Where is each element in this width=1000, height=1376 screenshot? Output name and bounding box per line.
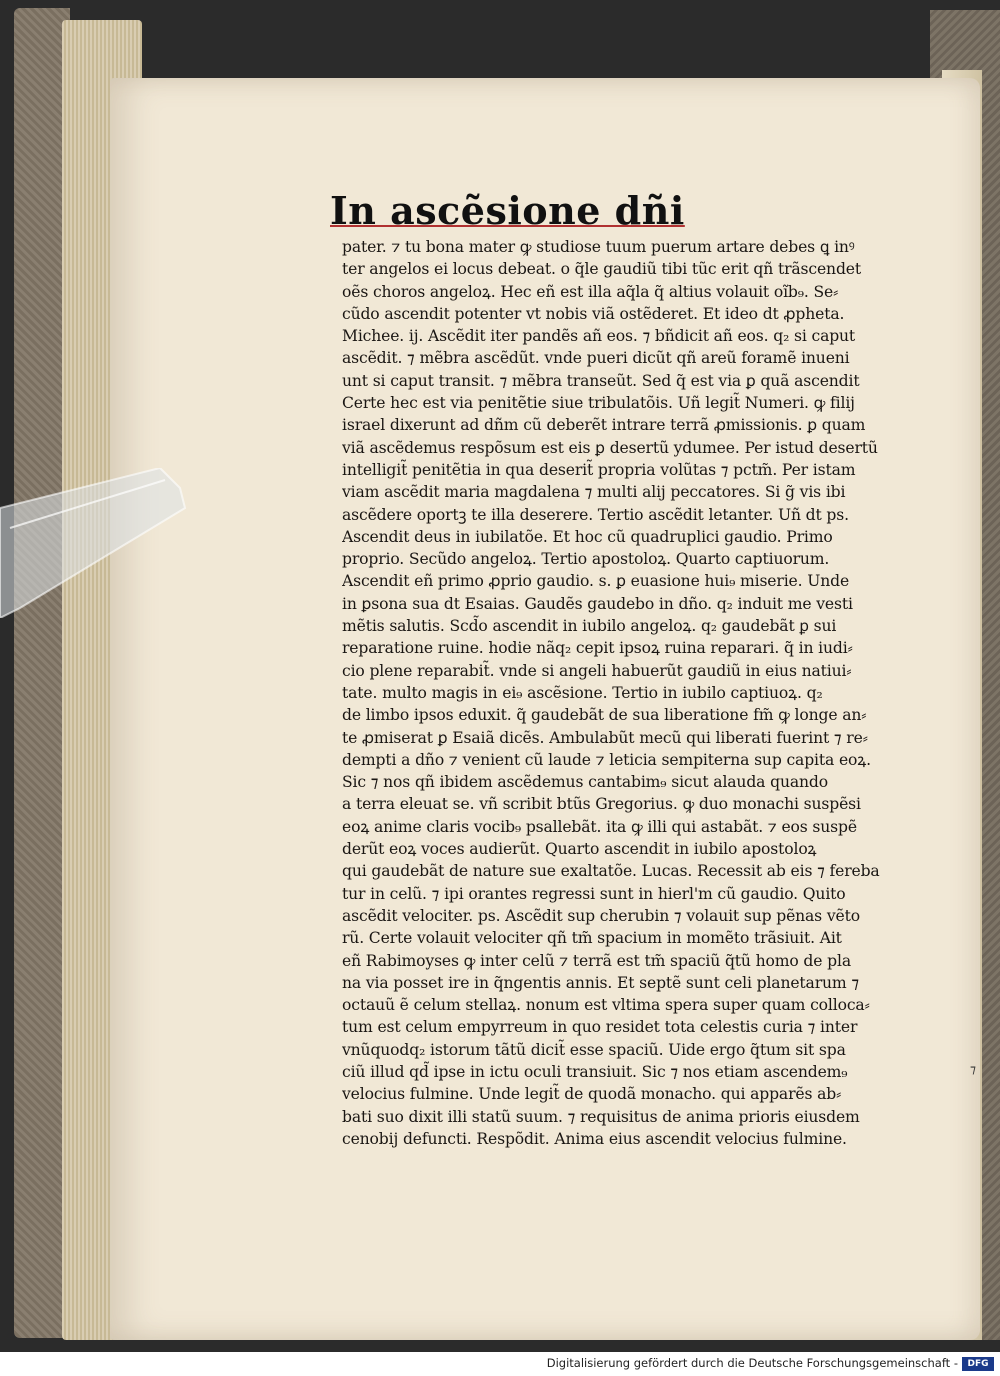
text-line	[342, 1083, 882, 1105]
text-line	[342, 771, 882, 793]
text-line	[342, 258, 882, 280]
text-line	[342, 414, 882, 436]
text-line	[342, 660, 882, 682]
text-line-content: viã ascẽdemus respõsum est eis ꝑ desertũ ydumee. Per istud desertũ	[342, 438, 878, 457]
text-line-content: qui gaudebãt de nature sue exaltatõe. Lucas. Recessit ab eis ⁊ fereba	[342, 862, 880, 881]
text-line-content: eoꝝ anime claris vocib₉ psallebãt. ita ꝙ illi qui astabãt. ⁊ eos suspẽ	[342, 817, 857, 836]
text-line-content: octauũ ẽ celum stellaꝝ. nonum est vltima spera super quam colloca⸗	[342, 996, 870, 1015]
text-line-content: a terra eleuat se. vñ scribit btũs Gregorius. ꝙ duo monachi suspẽsi	[342, 795, 861, 814]
text-line-content: rũ. Certe volauit velociter qñ tm̃ spacium in momẽto trãsiuit. Ait	[342, 929, 842, 948]
text-line-content: de limbo ipsos eduxit. q̃ gaudebãt de sua liberatione fm̃ ꝙ longe an⸗	[342, 706, 867, 725]
text-line-content: oẽs choros angeloꝝ. Hec eñ est illa aq̃la q̃ altius volauit oĩb₉. Se⸗	[342, 282, 839, 301]
text-line-content: mẽtis salutis. Scd̃o ascendit in iubilo angeloꝝ. q₂ gaudebãt ꝑ sui	[342, 617, 837, 636]
text-line	[342, 682, 882, 704]
text-line	[342, 838, 882, 860]
digitization-credit: Digitalisierung gefördert durch die Deutsche Forschungsgemeinschaft -	[546, 1356, 958, 1370]
text-line	[342, 325, 882, 347]
text-line	[342, 570, 882, 592]
text-line-content: intelligit̃ penitẽtia in qua deserit̃ propria volũtas ⁊ pctm̃. Per istam	[342, 460, 856, 479]
text-line-content: velocius fulmine. Unde legit̃ de quodã monacho. qui apparẽs ab⸗	[342, 1085, 842, 1104]
text-line	[342, 994, 882, 1016]
text-line	[342, 950, 882, 972]
text-body	[342, 236, 882, 1146]
text-line	[342, 236, 882, 258]
text-line-content: Ascendit eñ primo ꝓprio gaudio. s. ꝑ euasione hui₉ miserie. Unde	[342, 572, 850, 591]
text-line	[342, 883, 882, 905]
text-line-content: cenobij defuncti. Respõdit. Anima eius ascendit velocius fulmine.	[342, 1129, 847, 1148]
text-line-content: unt si caput transit. ⁊ mẽbra transeũt. Sed q̃ est via ꝑ quã ascendit	[342, 371, 860, 390]
text-line-content: in ꝑsona sua dt Esaias. Gaudẽs gaudebo in dño. q₂ induit me vesti	[342, 594, 853, 613]
text-line	[342, 1016, 882, 1038]
text-line	[342, 481, 882, 503]
text-line	[342, 615, 882, 637]
text-line-content: israel dixerunt ad dñm cũ deberẽt intrare terrã ꝓmissionis. ꝑ quam	[342, 416, 866, 435]
text-line	[342, 370, 882, 392]
text-line-content: derũt eoꝝ voces audierũt. Quarto ascendit in iubilo apostoloꝝ	[342, 840, 817, 859]
margin-mark: ⁊	[970, 1062, 976, 1076]
text-line-content: proprio. Secũdo angeloꝝ. Tertio apostoloꝝ. Quarto captiuorum.	[342, 550, 830, 569]
text-line-content: eñ Rabimoyses ꝙ inter celũ ⁊ terrã est tm̃ spaciũ q̃tũ homo de pla	[342, 951, 851, 970]
text-line	[342, 727, 882, 749]
text-line	[342, 793, 882, 815]
text-line-content: Ascendit deus in iubilatõe. Et hoc cũ quadruplici gaudio. Primo	[342, 527, 833, 546]
text-line-content: Sic ⁊ nos qñ ibidem ascẽdemus cantabim₉ sicut alauda quando	[342, 773, 828, 792]
text-line	[342, 637, 882, 659]
text-line-content: pater. ⁊ tu bona mater ꝙ studiose tuum puerum artare debes ꝗ inꝰ	[342, 238, 855, 256]
page-holder-strip	[0, 468, 190, 618]
text-line	[342, 593, 882, 615]
text-line-content: dempti a dño ⁊ venient cũ laude ⁊ leticia sempiterna sup capita eoꝝ.	[342, 750, 871, 769]
text-line	[342, 303, 882, 325]
text-line	[342, 927, 882, 949]
text-line-content: ter angelos ei locus debeat. o q̃le gaudiũ tibi tũc erit qñ trãscendet	[342, 260, 861, 279]
text-line-content: ascẽdere oportꝫ te illa deserere. Tertio ascẽdit letanter. Uñ dt ps.	[342, 505, 849, 524]
text-line-content: reparatione ruine. hodie nãq₂ cepit ipsoꝝ ruina reparari. q̃ in iudi⸗	[342, 639, 853, 658]
text-line	[342, 1128, 882, 1150]
text-line	[342, 1039, 882, 1061]
text-line-content: bati suo dixit illi statũ suum. ⁊ requisitus de anima prioris eiusdem	[342, 1107, 860, 1126]
footer-bar	[0, 1352, 1000, 1376]
text-line-content: viam ascẽdit maria magdalena ⁊ multi alij peccatores. Si g̃ vis ibi	[342, 483, 846, 502]
text-line-content: ciũ illud qd̃ ipse in ictu oculi transiuit. Sic ⁊ nos etiam ascendem₉	[342, 1062, 848, 1081]
text-line-content: na via posset ire in q̃ngentis annis. Et septẽ sunt celi planetarum ⁊	[342, 973, 859, 992]
text-line	[342, 1061, 882, 1083]
text-line	[342, 392, 882, 414]
text-line-content: te ꝓmiserat ꝑ Esaiã dicẽs. Ambulabũt mecũ qui liberati fuerint ⁊ re⸗	[342, 728, 868, 747]
text-line	[342, 504, 882, 526]
text-line-content: Certe hec est via penitẽtie siue tribulatõis. Uñ legit̃ Numeri. ꝙ filij	[342, 394, 855, 413]
text-line	[342, 1106, 882, 1128]
text-line-content: ascẽdit. ⁊ mẽbra ascẽdũt. vnde pueri dicũt qñ areũ foramẽ inueni	[342, 349, 850, 368]
text-line-content: vnũquodq₂ istorum tãtũ dicit̃ esse spaciũ. Uide ergo q̃tum sit spa	[342, 1040, 846, 1059]
dfg-logo: DFG	[962, 1357, 994, 1371]
text-line	[342, 704, 882, 726]
text-line-content: tate. multo magis in ei₉ ascẽsione. Tertio in iubilo captiuoꝝ. q₂	[342, 683, 823, 702]
text-line	[342, 459, 882, 481]
text-line-content: Michee. ij. Ascẽdit iter pandẽs añ eos. ⁊ bñdicit añ eos. q₂ si caput	[342, 327, 856, 346]
text-line-content: tur in celũ. ⁊ ipi orantes regressi sunt in hierl'm cũ gaudio. Quito	[342, 884, 846, 903]
page-heading: In ascẽsione dñi	[330, 188, 685, 233]
text-line	[342, 526, 882, 548]
text-line-content: tum est celum empyrreum in quo residet tota celestis curia ⁊ inter	[342, 1018, 858, 1037]
text-line	[342, 347, 882, 369]
text-line	[342, 548, 882, 570]
text-line	[342, 860, 882, 882]
text-line	[342, 281, 882, 303]
text-line-content: cũdo ascendit potenter vt nobis viã ostẽderet. Et ideo dt ꝓpheta.	[342, 304, 845, 323]
text-line	[342, 905, 882, 927]
text-line	[342, 816, 882, 838]
text-line	[342, 749, 882, 771]
text-line	[342, 972, 882, 994]
text-line	[342, 437, 882, 459]
text-line-content: cio plene reparabit̃. vnde si angeli habuerũt gaudiũ in eius natiui⸗	[342, 661, 852, 680]
text-line-content: ascẽdit velociter. ps. Ascẽdit sup cherubin ⁊ volauit sup pẽnas vẽto	[342, 906, 860, 925]
